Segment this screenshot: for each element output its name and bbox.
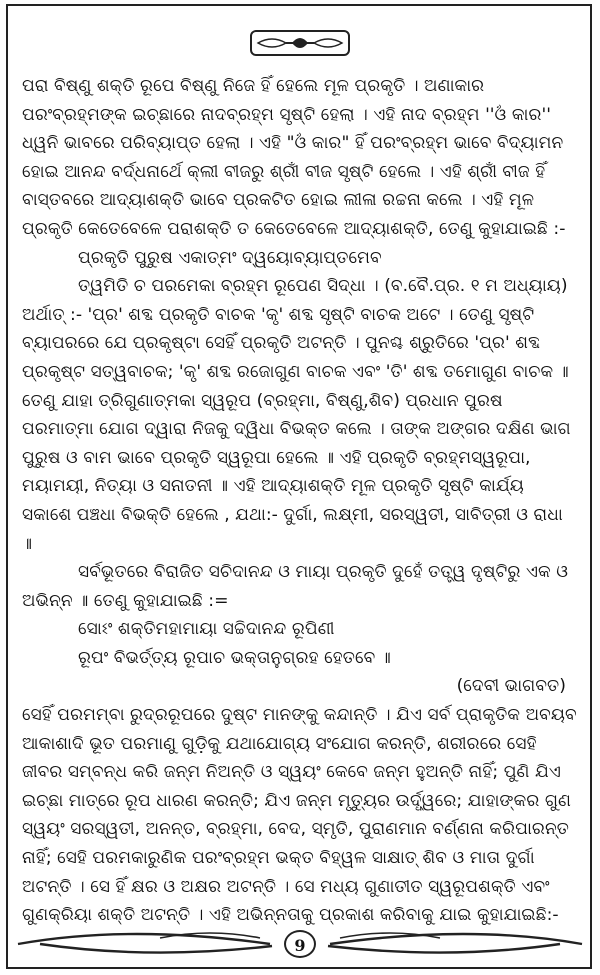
verse-line: ସୋଽଂ ଶକ୍ତିମହାମାୟା ସଚ୍ଚିଦାନନ୍ଦ ରୂପିଣୀ bbox=[78, 619, 335, 640]
page-number: 9 bbox=[284, 930, 316, 958]
header-ornament bbox=[250, 30, 350, 56]
paragraph: ସେହିଁ ପରମମ୍ବା ରୁଦ୍ରରୂପରେ ଦୁଷ୍ଟ ମାନଙ୍କୁ କନ୍ଦାନ୍ତି । ଯିଏ ସର୍ବ ପ୍ରାକୃତିକ ଅବୟବ ଆକାଶାଦି ଭୂତ ପରମାଣୁ ଗୁଡ଼ିକୁ ଯଥାଯୋଗ୍ୟ ସଂଯୋଗ କରନ୍ତି, ଶରୀରରେ ସେହି ଜୀବର ସମ୍ବନ୍ଧ କରି ଜନ୍ମ ନିଅନ୍ତି ଓ ସ୍ୱୟଂ କେବେ ଜନ୍ମ ହୁଅନ୍ତି ନାହିଁ; ପୁଣି ଯିଏ ଇଚ୍ଛା ମାତ୍ରେ ରୂପ ଧାରଣ କରନ୍ତି; ଯିଏ ଜନ୍ମ ମୃତ୍ୟୁର ଉର୍ଦ୍ଧ୍ୱରେ; ଯାହାଙ୍କର ଗୁଣ ସ୍ୱୟଂ ସରସ୍ୱତୀ, ଅନନ୍ତ, ବ୍ରହ୍ମା, ବେଦ, ସ୍ମୃତି, ପୁରାଣମାନ ବର୍ଣ୍ଣନା କରିପାରନ୍ତ ନାହିଁ; ସେହି ପରମକାରୁଣିକ ପରଂବ୍ରହ୍ମ ଭକ୍ତ ବିହ୍ୱଳ ସାକ୍ଷାତ୍ ଶିବ ଓ ମାତା ଦୁର୍ଗା ଅଟନ୍ତି । ସେ ହିଁ କ୍ଷର ଓ ଅକ୍ଷର ଅଟନ୍ତି । ସେ ମଧ୍ୟ ଗୁଣାତୀତ ସ୍ୱରୂପଶକ୍ତି ଏବଂ ଗୁଣକ୍ରିୟା ଶକ୍ତି ଅଟନ୍ତି । ଏହି ଅଭିନ୍ନତାକୁ ପ୍ରକାଶ କରିବାକୁ ଯାଇ କୁହାଯାଇଛି:- bbox=[22, 705, 577, 926]
source-citation: (ଦେବୀ ଭାଗବତ) bbox=[456, 676, 566, 697]
body-text bbox=[22, 72, 578, 930]
paragraph: ଅର୍ଥାତ୍ :- 'ପ୍ର' ଶବ୍ଦ ପ୍ରକୃତି ବାଚକ 'କୃ' ଶବ୍ଦ ସୃଷ୍ଟି ବାଚକ ଅଟେ । ତେଣୁ ସୃଷ୍ଟି ବ୍ୟାପରରେ ଯେ ପ୍ରକୃଷ୍ଟା ସେହିଁ ପ୍ରକୃତି ଅଟନ୍ତି । ପୁନଶ୍ଚ ଶ୍ରୁତିରେ 'ପ୍ର' ଶବ୍ଦ ପ୍ରକୃଷ୍ଟ ସତ୍ୱବାଚକ; 'କୃ' ଶବ୍ଦ ରଜୋଗୁଣ ବାଚକ ଏବଂ 'ତି' ଶବ୍ଦ ତମୋଗୁଣ ବାଚକ ॥ ତେଣୁ ଯାହା ତ୍ରିଗୁଣାତ୍ମକା ସ୍ୱରୂପ (ବ୍ରହ୍ମା, ବିଷ୍ଣୁ,ଶିବ) ପ୍ରଧାନ ପୁରଷ ପରମାତ୍ମା ଯୋଗ ଦ୍ୱାରା ନିଜକୁ ଦ୍ୱିଧା ବିଭକ୍ତ କଲେ । ତାଙ୍କ ଅଙ୍ଗର ଦକ୍ଷିଣ ଭାଗ ପୁରୁଷ ଓ ବାମ ଭାବେ ପ୍ରକୃତି ସ୍ୱରୂପା ହେଲେ ॥ ଏହି ପ୍ରକୃତି ବ୍ରହ୍ମସ୍ୱରୂପା, ମୟାମୟୀ, ନିତ୍ୟା ଓ ସନାତନୀ ॥ ଏହି ଆଦ୍ୟାଶକ୍ତି ମୂଳ ପ୍ରକୃତି ସୃଷ୍ଟି କାର୍ଯ୍ୟ ସକାଶେ ପଞ୍ଚଧା ବିଭକ୍ତି ହେଲେ , ଯଥା:- ଦୁର୍ଗା, ଲକ୍ଷ୍ମୀ, ସରସ୍ୱତୀ, ସାବିତ୍ରୀ ଓ ରାଧା ॥ bbox=[22, 304, 571, 554]
verse-line: ରୂପଂ ବିଭର୍ତ୍ତ୍ୟ ରୂପାଚ ଭକ୍ତାନୁଗ୍ରହ ହେତବେ ॥ bbox=[78, 647, 391, 668]
verse-line: ତ୍ୱମିତି ଚ ପରମେକା ବ୍ରହ୍ମ ରୂପେଣ ସିଦ୍ଧା । (ବ.ବୈ.ପ୍ର. ୧ ମ ଅଧ୍ୟାୟ) bbox=[78, 276, 568, 297]
paragraph: ପରା ବିଷ୍ଣୁ ଶକ୍ତି ରୂପେ ବିଷ୍ଣୁ ନିଜେ ହିଁ ହେଲେ ମୂଳ ପ୍ରକୃତି । ଅଣାକାର ପରଂବ୍ରହ୍ମଙ୍କ ଇଚ୍ଛାରେ ନାଦବ୍ରହ୍ମ ସୃଷ୍ଟି ହେଲା । ଏହି ନାଦ ବ୍ରହ୍ମ ''ଓଁ କାର'' ଧ୍ୱନି ଭାବରେ ପରିବ୍ୟାପ୍ତ ହେଲା । ଏହି "ଓଁ କାର" ହିଁ ପରଂବ୍ରହ୍ମ ଭାବେ ବିଦ୍ୟାମନ ହୋଇ ଆନନ୍ଦ ବର୍ଦ୍ଧନାର୍ଥେ କ୍ଲୀ ବୀଜରୁ ଶ୍ରୀଁ ବୀଜ ସୃଷ୍ଟି ହେଲେ । ଏହି ଶ୍ରୀଁ ବୀଜ ହିଁ ବାସ୍ତବରେ ଆଦ୍ୟାଶକ୍ତି ଭାବେ ପ୍ରକଟିତ ହୋଇ ଲୀଳା ରଚ୍ଚନା କଲେ । ଏହି ମୂଳ ପ୍ରକୃତି କେତେବେଳେ ପରାଶକ୍ତି ତ କେତେବେଳେ ଆଦ୍ୟାଶକ୍ତି, ତେଣୁ କୁହାଯାଇଛି :- bbox=[22, 76, 566, 239]
paragraph: ସର୍ବଭୂତରେ ବିରାଜିତ ସଚିଦାନନ୍ଦ ଓ ମାୟା ପ୍ରକୃତି ଦୁହେଁ ତତ୍ତ୍ୱ ଦୃଷ୍ଟିରୁ ଏକ ଓ ଅଭିନ୍ନ ॥ ତେଣୁ କୁହାଯାଇଛି := bbox=[22, 562, 569, 611]
verse-line: ପ୍ରକୃତି ପୁରୁଷ ଏକାତ୍ମଂ ଦ୍ୱୟୋବ୍ୟାପ୍ତମେବ bbox=[78, 247, 382, 268]
flourish-icon bbox=[252, 32, 348, 54]
